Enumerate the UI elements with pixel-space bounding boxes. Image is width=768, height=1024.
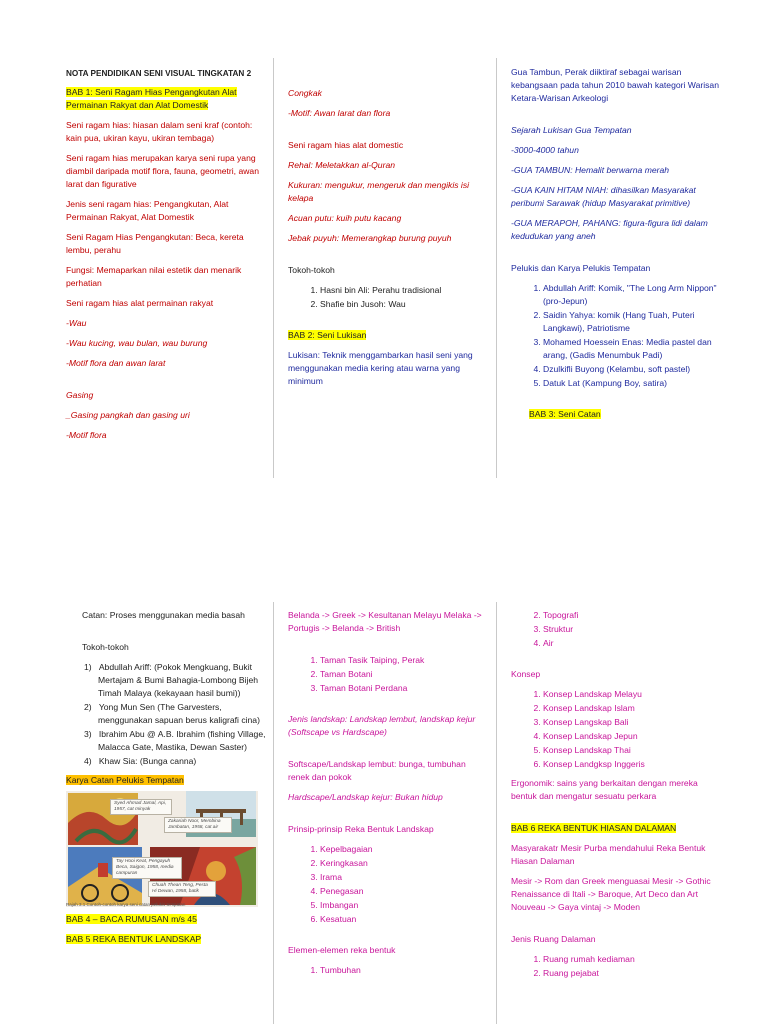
list-item: 2. Konsep Landskap Islam [543, 702, 723, 715]
note-subheading: Tokoh-tokoh [288, 265, 335, 275]
note-paragraph: Jenis seni ragam hias: Pengangkutan, Alat Permainan Rakyat, Alat Domestik [66, 199, 229, 222]
page1-column-1 [66, 67, 262, 449]
list-item: 2. Topografi [543, 609, 723, 622]
note-paragraph: Seni Ragam Hias Pengangkutan: Beca, kereta lembu, perahu [66, 232, 244, 255]
list-item: 3. Struktur [543, 623, 723, 636]
list-item: 3. Konsep Langskap Bali [543, 716, 723, 729]
note-paragraph: Seni ragam hias alat domestic [288, 140, 404, 150]
note-item: -GUA KAIN HITAM NIAH: dihasilkan Masyarakat peribumi Sarawak (hidup Masyarakat primitive) [511, 185, 696, 208]
note-subheading: Pelukis dan Karya Pelukis Tempatan [511, 263, 651, 273]
note-paragraph: Catan: Proses menggunakan media basah [82, 610, 245, 620]
list-item: 6. Kesatuan [320, 913, 488, 926]
note-item: -3000-4000 tahun [511, 145, 579, 155]
column-divider [496, 58, 497, 478]
konsep-list [511, 688, 723, 771]
list-item: 1. Taman Tasik Taiping, Perak [320, 654, 488, 667]
note-item: -GUA TAMBUN: Hemalit berwarna merah [511, 165, 670, 175]
note-item: Kukuran: mengukur, mengeruk dan mengikis isi kelapa [288, 180, 470, 203]
note-item: -GUA MERAPOH, PAHANG: figura-figura lidi dalam kedudukan yang aneh [511, 218, 708, 241]
list-item: 3. Mohamed Hoessein Enas: Media pastel dan arang, (Gadis Menumbuk Padi) [543, 336, 723, 362]
chapter-3-heading: BAB 3: Seni Catan [529, 409, 601, 419]
note-paragraph: Fungsi: Memaparkan nilai estetik dan menarik perhatian [66, 265, 242, 288]
column-divider [273, 58, 274, 478]
note-item: Rehal: Meletakkan al-Quran [288, 160, 395, 170]
note-item: -Wau [66, 318, 87, 328]
list-item: 1) Abdullah Ariff: (Pokok Mengkuang, Bukit Mertajam & Bumi Bahagia-Lombong Bijeh Timah Malaya (kekayaan hasil bumi)) [84, 662, 259, 698]
list-item: 1. Ruang rumah kediaman [543, 953, 723, 966]
list-item: 5. Imbangan [320, 899, 488, 912]
note-item: Acuan putu: kuih putu kacang [288, 213, 402, 223]
painting-label: Chuah Thean Teng, Pesta Hi Dewan, 1958, batik [148, 881, 216, 897]
note-subheading: Tokoh-tokoh [82, 642, 129, 652]
list-item: 5. Konsep Landskap Thai [543, 744, 723, 757]
list-item: 2. Keringkasan [320, 857, 488, 870]
page2-column-3 [511, 609, 723, 986]
paintings-collage [66, 791, 258, 907]
list-item: 1. Konsep Landskap Melayu [543, 688, 723, 701]
list-item: 2. Ruang pejabat [543, 967, 723, 980]
list-item: 6. Konsep Landgksp Inggeris [543, 758, 723, 771]
ruang-list [511, 953, 723, 980]
note-paragraph: Mesir -> Rom dan Greek menguasai Mesir -> Gothic Renaissance di Itali -> Baroque, Art Deco dan Art Nouveau -> Gaya vintaj -> Moden [511, 876, 711, 912]
note-item: -Wau kucing, wau bulan, wau burung [66, 338, 208, 348]
chapter-2-heading: BAB 2: Seni Lukisan [288, 330, 367, 340]
tokoh-list [288, 284, 484, 311]
list-item: 2. Taman Botani [320, 668, 488, 681]
note-subheading: Prinsip-prinsip Reka Bentuk Landskap [288, 824, 434, 834]
page2-column-1 [66, 609, 266, 953]
prinsip-list [288, 843, 488, 926]
chapter-5-heading: BAB 5 REKA BENTUK LANDSKAP [66, 934, 202, 944]
elemen-list [288, 964, 488, 977]
note-subheading: Sejarah Lukisan Gua Tempatan [511, 125, 632, 135]
note-paragraph: Seni ragam hias merupakan karya seni rupa yang diambil daripada motif flora, fauna, geometri, awan larat dan figurative [66, 153, 259, 189]
list-item: 1. Tumbuhan [320, 964, 488, 977]
note-paragraph: Jenis landskap: Landskap lembut, landskap kejur (Softscape vs Hardscape) [288, 714, 476, 737]
note-paragraph: Softscape/Landskap lembut: bunga, tumbuhan renek dan pokok [288, 759, 466, 782]
chapter-6-heading: BAB 6 REKA BENTUK HIASAN DALAMAN [511, 823, 677, 833]
karya-heading: Karya Catan Pelukis Tempatan [66, 775, 184, 785]
page2-column-2 [288, 609, 488, 983]
list-item: 4. Air [543, 637, 723, 650]
note-subheading: Konsep [511, 669, 541, 679]
chapter-1-heading: BAB 1: Seni Ragam Hias Pengangkutan Alat Permainan Rakyat dan Alat Domestik [66, 87, 237, 110]
note-paragraph: Seni ragam hias: hiasan dalam seni kraf (contoh: kain pua, ukiran kayu, ukiran tembaga) [66, 120, 253, 143]
elemen-list-continued [511, 609, 723, 650]
list-item: 1. Hasni bin Ali: Perahu tradisional [320, 284, 484, 297]
list-item: 1. Kepelbagaian [320, 843, 488, 856]
list-item: 2) Yong Mun Sen (The Garvesters, menggunakan sapuan berus kaligrafi cina) [84, 702, 260, 725]
pelukis-list [511, 282, 723, 390]
document-title: NOTA PENDIDIKAN SENI VISUAL TINGKATAN 2 [66, 69, 252, 78]
list-item: 1. Abdullah Ariff: Komik, "The Long Arm Nippon" (pro-Jepun) [543, 282, 723, 308]
list-item: 4. Dzulkifli Buyong (Kelambu, soft pastel) [543, 363, 723, 376]
note-paragraph: Gua Tambun, Perak diiktiraf sebagai warisan kebangsaan pada tahun 2010 bawah kategori Warisan Ketara-Warisan Arkeologi [511, 67, 719, 103]
note-subheading: Congkak [288, 88, 322, 98]
note-paragraph: Ergonomik: sains yang berkaitan dengan mereka bentuk dan mengatur sesuatu perkara [511, 778, 698, 801]
painting-label: Syed Ahmad Jamal, Api, 1957, cat minyak [110, 799, 172, 815]
list-item: 3. Taman Botani Perdana [320, 682, 488, 695]
note-paragraph: Lukisan: Teknik menggambarkan hasil seni yang menggunakan media kering atau warna yang minimum [288, 350, 473, 386]
note-item: Jebak puyuh: Memerangkap burung puyuh [288, 233, 452, 243]
note-subheading: Elemen-elemen reka bentuk [288, 945, 396, 955]
note-subheading: Gasing [66, 390, 94, 400]
taman-list [288, 654, 488, 695]
column-divider [273, 602, 274, 1024]
list-item: 4. Penegasan [320, 885, 488, 898]
list-item: 3. Irama [320, 871, 488, 884]
list-item: 2. Shafie bin Jusoh: Wau [320, 298, 484, 311]
note-item: -Motif flora dan awan larat [66, 358, 166, 368]
page1-column-3 [511, 66, 723, 428]
painting-label: Zakariah Noor, Membina Jambatan, 1958, cat air [164, 817, 232, 833]
note-paragraph: Seni ragam hias alat permainan rakyat [66, 298, 214, 308]
list-item: 5. Datuk Lat (Kampung Boy, satira) [543, 377, 723, 390]
collage-caption: Rajah 3.1 Contoh-contoh karya seni catan pelukis tempatan [66, 902, 186, 907]
column-divider [496, 602, 497, 1024]
note-subheading: Jenis Ruang Dalaman [511, 934, 596, 944]
list-item: 3) Ibrahim Abu @ A.B. Ibrahim (fishing Village, Malacca Gate, Mastika, Dewan Saster) [84, 729, 266, 752]
page1-column-2 [288, 87, 484, 395]
painting-label: Tay Hooi Keat, Pengayuh Beca, Saigon, 1958, media campuran [112, 857, 182, 879]
list-item: 2. Saidin Yahya: komik (Hang Tuah, Puteri Langkawi), Patriotisme [543, 309, 723, 335]
note-paragraph: Masyarakatr Mesir Purba mendahului Reka Bentuk Hiasan Dalaman [511, 843, 706, 866]
note-item: -Motif: Awan larat dan flora [288, 108, 391, 118]
note-item: _Gasing pangkah dan gasing uri [66, 410, 190, 420]
list-item: 4) Khaw Sia: (Bunga canna) [84, 756, 197, 766]
note-paragraph: Belanda -> Greek -> Kesultanan Melayu Melaka -> Portugis -> Belanda -> British [288, 610, 482, 633]
tokoh-list [66, 661, 266, 768]
list-item: 4. Konsep Landskap Jepun [543, 730, 723, 743]
note-paragraph: Hardscape/Landskap kejur: Bukan hidup [288, 792, 443, 802]
chapter-4-heading: BAB 4 – BACA RUMUSAN m/s 45 [66, 914, 197, 924]
note-item: -Motif flora [66, 430, 107, 440]
